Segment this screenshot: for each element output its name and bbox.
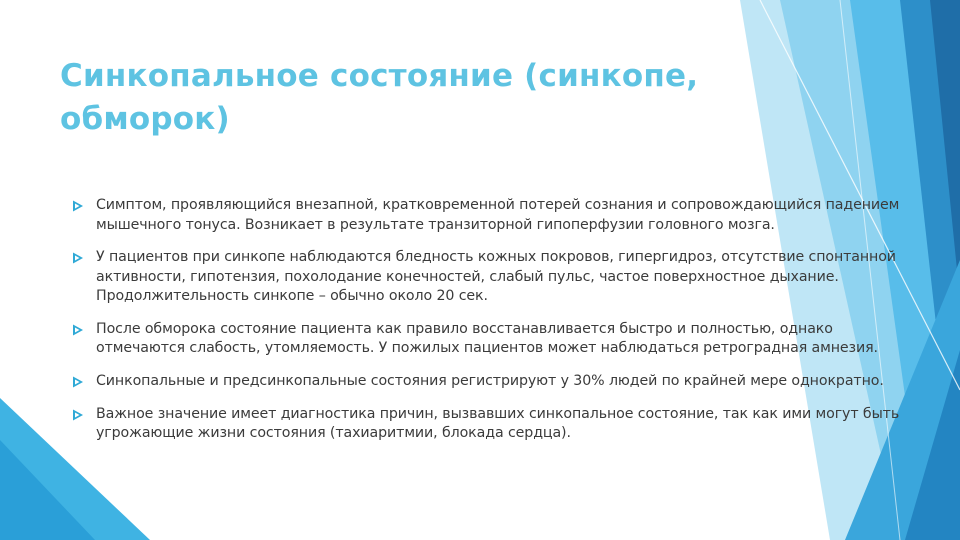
triangle-right-icon <box>72 372 96 392</box>
triangle-right-icon <box>72 320 96 340</box>
bullet-text: Симптом, проявляющийся внезапной, кратковременной потерей сознания и сопровождающийся падением мышечного тонуса. Возникает в результате транзиторной гипоперфузии головного мозга. <box>96 197 900 233</box>
bullet-text: Синкопальные и предсинкопальные состояния регистрируют у 30% людей по крайней мере однократно. <box>96 372 884 389</box>
bullet-item <box>72 320 904 359</box>
bullet-item <box>72 372 904 392</box>
slide-title: Синкопальное состояние (синкопе, обморок) <box>60 58 699 137</box>
bullet-text: У пациентов при синкопе наблюдаются бледность кожных покровов, гипергидроз, отсутствие спонтанной активности, гипотензия, похолодание конечностей, слабый пульс, частое поверхностное дыхание. Продолжительность синкопе – обычно около 20 сек. <box>96 249 896 304</box>
triangle-right-icon <box>72 248 96 268</box>
bullet-text: Важное значение имеет диагностика причин, вызвавших синкопальное состояние, так как ими могут быть угрожающие жизни состояния (тахиаритмии, блокада сердца). <box>96 405 900 441</box>
bullet-item <box>72 405 904 444</box>
bullet-list <box>72 196 904 457</box>
bullet-text: После обморока состояние пациента как правило восстанавливается быстро и полностью, однако отмечаются слабость, утомляемость. У пожилых пациентов может наблюдаться ретроградная амнезия. <box>96 320 878 356</box>
bullet-item <box>72 196 904 235</box>
bullet-item <box>72 248 904 307</box>
triangle-right-icon <box>72 196 96 216</box>
triangle-right-icon <box>72 405 96 425</box>
